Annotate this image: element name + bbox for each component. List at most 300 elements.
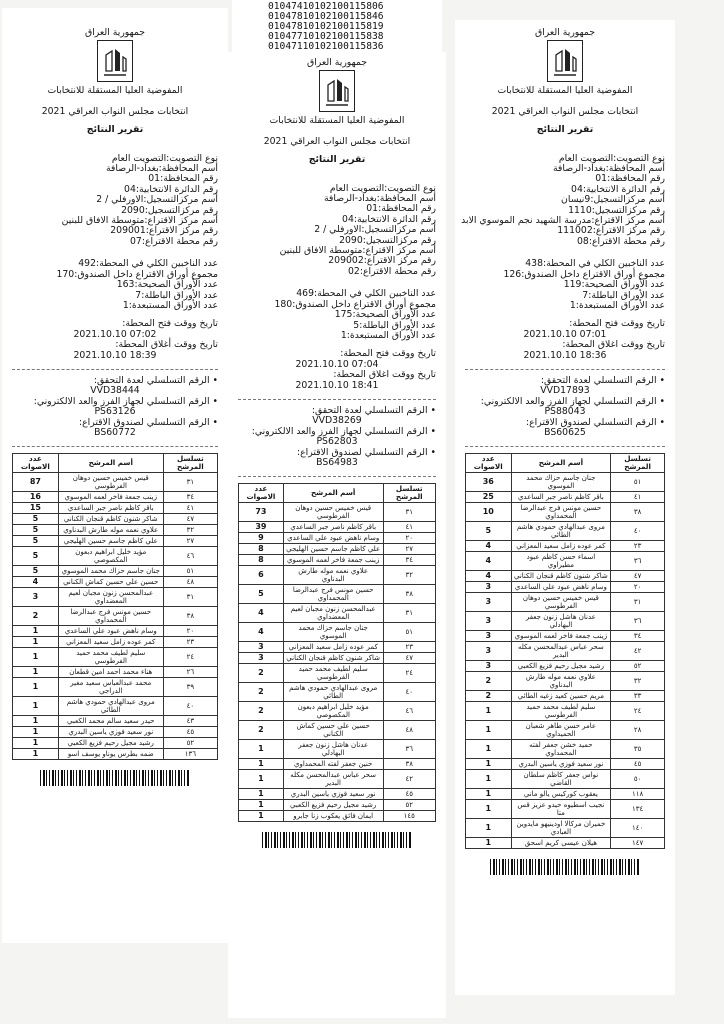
table-row xyxy=(466,631,665,642)
vote-count: 1 xyxy=(13,678,59,697)
candidate-seq: ٣٥ xyxy=(611,740,665,759)
table-row xyxy=(239,770,436,789)
divider xyxy=(238,399,436,400)
candidate-name: سحر عباس عبدالمحسن مكله البدير xyxy=(511,642,611,661)
table-row xyxy=(466,582,665,593)
vote-count: 1 xyxy=(13,648,59,667)
results-receipt-1 xyxy=(2,8,228,943)
table-row xyxy=(13,648,218,667)
table-row xyxy=(466,503,665,522)
results-receipt-2 xyxy=(228,52,446,1018)
table-row xyxy=(13,525,218,536)
info-line: رقم مركز الاقتراع:111002 xyxy=(557,225,665,237)
candidate-name: علاوي نعمه موله طارش البدناوي xyxy=(511,672,611,691)
count-line: عدد الأوراق المستبعدة:1 xyxy=(340,329,436,341)
info-line: رقم محطة الاقتراع:07 xyxy=(130,235,218,247)
vote-count: 4 xyxy=(13,577,59,588)
table-row xyxy=(13,473,218,492)
candidate-name: هيلان عيسى كريم اسحق xyxy=(511,838,611,849)
verification-device-label: • الرقم التسلسلي لعدة التحقق: xyxy=(311,404,436,416)
count-line: عدد الأوراق الصحيحة:175 xyxy=(334,309,436,321)
table-header: أسم المرشح xyxy=(58,454,163,473)
receipt-barcode xyxy=(40,770,190,786)
candidate-seq: ٢٠ xyxy=(163,626,217,637)
candidate-name: حنين جعفر لفته المحمداوي xyxy=(283,759,383,770)
count-line: مجموع أوراق الاقتراع داخل الصندوق:180 xyxy=(274,298,436,310)
candidate-seq: ٤٠ xyxy=(383,683,435,702)
election-title: انتخابات مجلس النواب العراقي 2021 xyxy=(41,105,189,117)
vote-count: 4 xyxy=(466,571,512,582)
count-line: عدد الأوراق المستبعدة:1 xyxy=(122,299,218,311)
candidate-seq: ٢٠ xyxy=(611,582,665,593)
divider xyxy=(12,446,218,447)
table-header: تسلسل المرشح xyxy=(383,484,435,503)
candidate-name: وسام ناهض عبود علي الساعدي xyxy=(283,533,383,544)
election-title: انتخابات مجلس النواب العراقي 2021 xyxy=(263,135,411,147)
receipt-barcode xyxy=(262,832,412,848)
vote-count: 3 xyxy=(239,653,284,664)
candidate-name: شاكر شنون كاظم قنجان الكناني xyxy=(58,514,163,525)
commission-name: المفوضية العليا المستقلة للانتخابات xyxy=(269,115,405,127)
pcos-serial: PS62803 xyxy=(316,436,358,448)
close-time-label: تاريخ ووقت اغلاق المحطة: xyxy=(562,339,665,351)
candidate-seq: ١٤٥ xyxy=(383,811,435,822)
table-row xyxy=(466,721,665,740)
vote-count: 25 xyxy=(466,492,512,503)
table-row xyxy=(239,533,436,544)
serial-line: 01047410102100115806 xyxy=(268,1,384,12)
candidate-seq: ٤٥ xyxy=(383,789,435,800)
candidate-seq: ٣٣ xyxy=(611,691,665,702)
results-table xyxy=(12,453,218,760)
ballot-box-label: • الرقم التسلسلي لصندوق الاقتراع: xyxy=(296,446,436,458)
table-header: أسم المرشح xyxy=(283,484,383,503)
candidate-name: سليم لطيف محمد حميد الفرطوسي xyxy=(511,702,611,721)
table-row xyxy=(13,716,218,727)
table-row xyxy=(466,702,665,721)
candidate-seq: ٥١ xyxy=(383,623,435,642)
close-time: 2021.10.10 18:39 xyxy=(73,349,157,361)
station-info xyxy=(12,154,218,248)
table-row xyxy=(239,555,436,566)
close-time: 2021.10.10 18:36 xyxy=(523,349,607,361)
times xyxy=(12,319,218,361)
candidate-seq: ٤٧ xyxy=(163,514,217,525)
candidate-name: مروى عبدالهادي حمودي هاشم الطائي xyxy=(511,522,611,541)
vote-count: 1 xyxy=(239,789,284,800)
country-title: جمهورية العراق xyxy=(534,27,596,38)
candidate-seq: ١٣٤ xyxy=(611,800,665,819)
verification-device-label: • الرقم التسلسلي لعدة التحقق: xyxy=(540,374,665,386)
table-row xyxy=(466,473,665,492)
serial-line: 01047810102100115819 xyxy=(268,21,384,32)
candidate-seq: ٣١ xyxy=(611,593,665,612)
table-row xyxy=(13,577,218,588)
info-line: أسم مركزالتسجيل:الاورفلي / 2 xyxy=(314,224,436,236)
info-line: رقم مركزالتسجيل:2090 xyxy=(121,204,218,216)
table-row xyxy=(239,683,436,702)
vote-count: 4 xyxy=(466,541,512,552)
table-row xyxy=(13,697,218,716)
candidate-seq: ١١٨ xyxy=(611,789,665,800)
candidate-name: جنان جاسم حزاك محمد الموسوي xyxy=(511,473,611,492)
candidate-name: محمد عبدالعباس سعيد مغير الدراجي xyxy=(58,678,163,697)
table-row xyxy=(13,738,218,749)
vote-count: 1 xyxy=(466,721,512,740)
vote-count: 8 xyxy=(239,555,284,566)
info-line: أسم مركز الاقتراع:مدرسة الشهيد نجم الموسوي الابد xyxy=(461,215,665,227)
ballot-box-serial: BS60625 xyxy=(544,426,586,438)
candidate-seq: ٤٨ xyxy=(383,721,435,740)
candidate-name: عبدالمحسن زنون مجبان لعيم المعضداوي xyxy=(283,604,383,623)
candidate-name: ضمه بطرس يوناو يوسف اسو xyxy=(58,749,163,760)
candidate-name: مروى عبدالهادي حمودي هاشم الطائي xyxy=(283,683,383,702)
info-line: رقم محطة الاقتراع:02 xyxy=(348,265,436,277)
candidate-seq: ٣١ xyxy=(163,473,217,492)
info-line: أسم المحافظة:بغداد-الرصافة xyxy=(552,163,665,175)
table-row xyxy=(466,593,665,612)
country-title: جمهورية العراق xyxy=(306,57,368,68)
open-time-label: تاريخ ووقت فتح المحطة: xyxy=(340,348,436,360)
candidate-name: علي كاظم جاسم حسين الهليجي xyxy=(58,536,163,547)
candidate-name: حيدر سعيد سالم محمد الكعبي xyxy=(58,716,163,727)
vote-count: 5 xyxy=(13,514,59,525)
candidate-name: زينب جمعة فاخر لعمه الموسوي xyxy=(511,631,611,642)
candidate-seq: ٣٢ xyxy=(163,525,217,536)
candidate-seq: ٣٢ xyxy=(611,672,665,691)
table-row xyxy=(466,492,665,503)
candidate-name: نور سعيد فوزي ياسين البدري xyxy=(58,727,163,738)
candidate-seq: ٤٦ xyxy=(383,702,435,721)
count-line: عدد الأوراق الباطلة:7 xyxy=(582,289,665,301)
candidate-seq: ٤١ xyxy=(383,522,435,533)
candidate-seq: ٤٢ xyxy=(611,642,665,661)
commission-logo-icon xyxy=(97,40,133,82)
table-row xyxy=(13,626,218,637)
candidate-seq: ٤٧ xyxy=(611,571,665,582)
table-header: عدد الاصوات xyxy=(239,484,284,503)
candidate-seq: ٤١ xyxy=(611,492,665,503)
pcos-serial: PS63126 xyxy=(94,406,136,418)
candidate-seq: ٥٢ xyxy=(163,738,217,749)
info-line: أسم المحافظة:بغداد-الرصافة xyxy=(323,193,436,205)
candidate-name: باقر كاظم ناصر جبر الساعدي xyxy=(511,492,611,503)
candidate-name: حسين مونس فرج عبدالرضا المحمداوي xyxy=(511,503,611,522)
candidate-seq: ٣٦ xyxy=(611,552,665,571)
candidate-seq: ٣٩ xyxy=(163,678,217,697)
candidate-name: نواس جعفر كاظم سلطان القاضي xyxy=(511,770,611,789)
candidate-name: وسام ناهض عبود علي الساعدي xyxy=(511,582,611,593)
candidate-name: زينب جمعة فاخر لعمه الموسوي xyxy=(283,555,383,566)
table-row xyxy=(13,637,218,648)
table-row xyxy=(466,691,665,702)
report-title: تقرير النتائج xyxy=(308,154,366,166)
candidate-name: ايمان فائق يعكوب زنا جابرو xyxy=(283,811,383,822)
candidate-name: علاوي نعمه موله طارش البدناوي xyxy=(283,566,383,585)
candidate-seq: ٤٦ xyxy=(163,547,217,566)
table-row xyxy=(239,702,436,721)
report-title: تقرير النتائج xyxy=(536,124,594,136)
station-info xyxy=(238,184,436,278)
candidate-name: عامر حسن طاهر شعبان الحميداوي xyxy=(511,721,611,740)
table-row xyxy=(466,789,665,800)
vote-count: 1 xyxy=(13,667,59,678)
vote-count: 1 xyxy=(466,702,512,721)
candidate-seq: ٥٠ xyxy=(611,770,665,789)
candidate-name: جنان جاسم حزاك محمد الموسوي xyxy=(58,566,163,577)
count-line: مجموع أوراق الاقتراع داخل الصندوق:170 xyxy=(56,268,218,280)
table-row xyxy=(466,770,665,789)
candidate-name: حسين علي حسين كماش الكناني xyxy=(283,721,383,740)
ballot-box-label: • الرقم التسلسلي لصندوق الاقتراع: xyxy=(78,416,218,428)
table-row xyxy=(239,811,436,822)
ballot-counts xyxy=(465,259,665,311)
vote-count: 2 xyxy=(13,607,59,626)
candidate-name: خميران مركالا اودينيهو مايدوين العبادي xyxy=(511,819,611,838)
table-row xyxy=(239,759,436,770)
verification-device-label: • الرقم التسلسلي لعدة التحقق: xyxy=(93,374,218,386)
results-receipt-3 xyxy=(455,20,675,995)
table-header: عدد الاصوات xyxy=(466,454,512,473)
vote-count: 36 xyxy=(466,473,512,492)
vote-count: 4 xyxy=(466,552,512,571)
vote-count: 1 xyxy=(13,727,59,738)
candidate-name: سليم لطيف محمد حميد الفرطوسي xyxy=(283,664,383,683)
vote-count: 5 xyxy=(13,525,59,536)
table-row xyxy=(466,612,665,631)
results-table xyxy=(238,483,436,822)
candidate-seq: ٣١ xyxy=(383,604,435,623)
vote-count: 8 xyxy=(239,544,284,555)
candidate-seq: ٣٨ xyxy=(383,585,435,604)
vote-count: 1 xyxy=(239,811,284,822)
vote-count: 2 xyxy=(466,691,512,702)
times xyxy=(238,349,436,391)
table-row xyxy=(13,667,218,678)
table-header: أسم المرشح xyxy=(511,454,611,473)
pcos-label: • الرقم التسلسلي لجهاز الفرز والعد الالكتروني: xyxy=(480,395,665,407)
candidate-seq: ٢٣ xyxy=(163,637,217,648)
table-row xyxy=(466,541,665,552)
candidate-name: مؤيد خليل ابراهيم دبعون المكصوصي xyxy=(58,547,163,566)
info-line: رقم الدائرة الانتخابية:04 xyxy=(571,183,665,195)
table-row xyxy=(466,819,665,838)
info-line: رقم مركز الاقتراع:209002 xyxy=(328,255,436,267)
candidate-seq: ٢٠ xyxy=(383,533,435,544)
table-row xyxy=(13,503,218,514)
candidate-name: قيس خميس حسين دوهان الفرطوسي xyxy=(511,593,611,612)
candidate-seq: ٢٨ xyxy=(611,721,665,740)
serial-list xyxy=(268,2,428,52)
vote-count: 1 xyxy=(466,789,512,800)
candidate-seq: ٢٤ xyxy=(163,648,217,667)
vote-count: 1 xyxy=(239,759,284,770)
open-time: 2021.10.10 07:02 xyxy=(73,328,157,340)
table-header: تسلسل المرشح xyxy=(163,454,217,473)
candidate-name: نور سعيد فوزي ياسين البدري xyxy=(511,759,611,770)
info-line: رقم المحافظة:01 xyxy=(148,173,218,185)
vote-count: 1 xyxy=(466,800,512,819)
table-row xyxy=(239,653,436,664)
ballot-box-serial: BS60772 xyxy=(94,426,136,438)
ballot-box-label: • الرقم التسلسلي لصندوق الاقتراع: xyxy=(525,416,665,428)
serial-line: 01047110102100115836 xyxy=(268,41,384,52)
verification-device-serial: VVD17893 xyxy=(540,385,590,397)
candidate-seq: ٤٥ xyxy=(163,727,217,738)
count-line: عدد الناخبين الكلي في المحطة:492 xyxy=(78,258,218,270)
vote-count: 10 xyxy=(466,503,512,522)
election-title: انتخابات مجلس النواب العراقي 2021 xyxy=(491,105,639,117)
candidate-seq: ٣٨ xyxy=(163,607,217,626)
table-row xyxy=(466,552,665,571)
candidate-seq: ٥٢ xyxy=(611,661,665,672)
table-row xyxy=(13,588,218,607)
close-time: 2021.10.10 18:41 xyxy=(295,379,379,391)
vote-count: 1 xyxy=(13,637,59,648)
info-line: نوع التصويت:التصويت العام xyxy=(558,152,665,164)
candidate-seq: ٣٨ xyxy=(383,759,435,770)
table-row xyxy=(239,544,436,555)
table-row xyxy=(239,522,436,533)
info-line: نوع التصويت:التصويت العام xyxy=(111,152,218,164)
table-row xyxy=(239,789,436,800)
candidate-seq: ٤١ xyxy=(163,503,217,514)
table-row xyxy=(13,547,218,566)
vote-count: 16 xyxy=(13,492,59,503)
vote-count: 73 xyxy=(239,503,284,522)
table-row xyxy=(13,566,218,577)
divider xyxy=(465,369,665,370)
vote-count: 5 xyxy=(13,566,59,577)
info-line: نوع التصويت:التصويت العام xyxy=(329,182,436,194)
candidate-name: زينب جمعة فاخر لعمه الموسوي xyxy=(58,492,163,503)
candidate-seq: ٤٠ xyxy=(163,697,217,716)
vote-count: 2 xyxy=(466,672,512,691)
candidate-name: عدنان هاشل زنون جعفر البهادلي xyxy=(511,612,611,631)
candidate-seq: ٥٢ xyxy=(383,800,435,811)
candidate-seq: ١٤٧ xyxy=(611,838,665,849)
close-time-label: تاريخ ووقت أغلاق المحطة: xyxy=(115,339,218,351)
table-row xyxy=(13,536,218,547)
candidate-name: حسين علي حسين كماش الكناني xyxy=(58,577,163,588)
vote-count: 3 xyxy=(466,612,512,631)
candidate-name: رشيد مجيل رحيم فزيع الكعبي xyxy=(283,800,383,811)
candidate-name: يعقوب كوركيس يالو ماني xyxy=(511,789,611,800)
info-line: أسم مركزالتسجيل:9نيسان xyxy=(561,194,665,206)
table-row xyxy=(466,759,665,770)
candidate-seq: ٢٧ xyxy=(383,544,435,555)
table-row xyxy=(466,661,665,672)
candidate-name: باقر كاظم ناصر جبر الساعدي xyxy=(58,503,163,514)
info-line: أسم مركز الاقتراع:متوسطة الافاق للبنين xyxy=(279,245,436,257)
info-line: رقم المحافظة:01 xyxy=(366,203,436,215)
candidate-name: رشيد مجيل رحيم فزيع الكعبي xyxy=(511,661,611,672)
vote-count: 1 xyxy=(466,838,512,849)
count-line: عدد الأوراق المستبعدة:1 xyxy=(569,299,665,311)
vote-count: 39 xyxy=(239,522,284,533)
info-line: أسم مركز الاقتراع:متوسطة الافاق للبنين xyxy=(61,215,218,227)
divider xyxy=(238,476,436,477)
ballot-box-serial: BS64983 xyxy=(316,456,358,468)
table-row xyxy=(239,721,436,740)
vote-count: 1 xyxy=(466,759,512,770)
vote-count: 15 xyxy=(13,503,59,514)
table-row xyxy=(466,672,665,691)
receipt-barcode xyxy=(490,859,640,875)
table-row xyxy=(13,678,218,697)
table-row xyxy=(466,838,665,849)
close-time-label: تاريخ ووقت اغلاق المحطة: xyxy=(333,369,436,381)
candidate-seq: ٢٧ xyxy=(163,536,217,547)
candidate-seq: ٣١ xyxy=(383,503,435,522)
candidate-name: هناء محمد احمد امين قطعان xyxy=(58,667,163,678)
vote-count: 3 xyxy=(466,582,512,593)
table-row xyxy=(239,623,436,642)
candidate-seq: ٢٤ xyxy=(383,664,435,683)
candidate-seq: ١٣٦ xyxy=(163,749,217,760)
candidate-seq: ٣٤ xyxy=(611,631,665,642)
candidate-name: قيس خميس حسين دوهان الفرطوسي xyxy=(283,503,383,522)
candidate-seq: ٤٠ xyxy=(611,522,665,541)
vote-count: 1 xyxy=(13,749,59,760)
count-line: عدد الناخبين الكلي في المحطة:438 xyxy=(525,258,665,270)
commission-name: المفوضية العليا المستقلة للانتخابات xyxy=(497,85,633,97)
vote-count: 3 xyxy=(466,642,512,661)
info-line: أسم المحافظة:بغداد-الرصافة xyxy=(105,163,218,175)
candidate-name: جنان جاسم حزاك محمد الموسوي xyxy=(283,623,383,642)
count-line: مجموع أوراق الاقتراع داخل الصندوق:126 xyxy=(503,268,665,280)
pcos-label: • الرقم التسلسلي لجهاز الفرز والعد الالكتروني: xyxy=(33,395,218,407)
candidate-name: مريم حسين كعيد زغيه الطائي xyxy=(511,691,611,702)
serial-line: 01047810102100115846 xyxy=(268,11,384,22)
table-row xyxy=(466,740,665,759)
vote-count: 3 xyxy=(239,642,284,653)
verification-device-serial: VVD38444 xyxy=(90,385,140,397)
candidate-name: شاكر شنون كاظم قنجان الكناني xyxy=(283,653,383,664)
open-time: 2021.10.10 07:04 xyxy=(295,358,379,370)
candidate-name: كمر عوده زامل سعيد المعزاني xyxy=(283,642,383,653)
candidate-name: سليم لطيف محمد حميد الفرطوسي xyxy=(58,648,163,667)
info-line: رقم مركزالتسجيل:2090 xyxy=(339,234,436,246)
candidate-name: قيس خميس حسين دوهان الفرطوسي xyxy=(58,473,163,492)
vote-count: 2 xyxy=(239,721,284,740)
candidate-name: كمر عوده زامل سعيد المعزاني xyxy=(511,541,611,552)
vote-count: 1 xyxy=(466,770,512,789)
table-row xyxy=(466,522,665,541)
candidate-name: حميد خشن جعفر لفته المحمداوي xyxy=(511,740,611,759)
vote-count: 6 xyxy=(239,566,284,585)
table-row xyxy=(239,740,436,759)
divider xyxy=(465,446,665,447)
candidate-seq: ٤٥ xyxy=(611,759,665,770)
candidate-name: وسام ناهض عبود علي الساعدي xyxy=(58,626,163,637)
candidate-name: علي كاظم جاسم حسين الهليجي xyxy=(283,544,383,555)
info-line: رقم محطة الاقتراع:08 xyxy=(577,235,665,247)
candidate-name: مؤيد خليل ابراهيم دبعون المكصوصي xyxy=(283,702,383,721)
count-line: عدد الأوراق الصحيحة:163 xyxy=(116,279,218,291)
results-table xyxy=(465,453,665,849)
candidate-seq: ٣٤ xyxy=(383,555,435,566)
vote-count: 5 xyxy=(13,536,59,547)
commission-logo-icon xyxy=(319,70,355,112)
table-row xyxy=(13,749,218,760)
count-line: عدد الأوراق الباطلة:7 xyxy=(135,289,218,301)
candidate-name: سحر عباس عبدالمحسن مكله البدير xyxy=(283,770,383,789)
candidate-seq: ٥١ xyxy=(611,473,665,492)
candidate-name: كمر عوده زامل سعيد المعزاني xyxy=(58,637,163,648)
candidate-seq: ٢٤ xyxy=(611,702,665,721)
info-line: رقم الدائرة الانتخابية:04 xyxy=(124,183,218,195)
